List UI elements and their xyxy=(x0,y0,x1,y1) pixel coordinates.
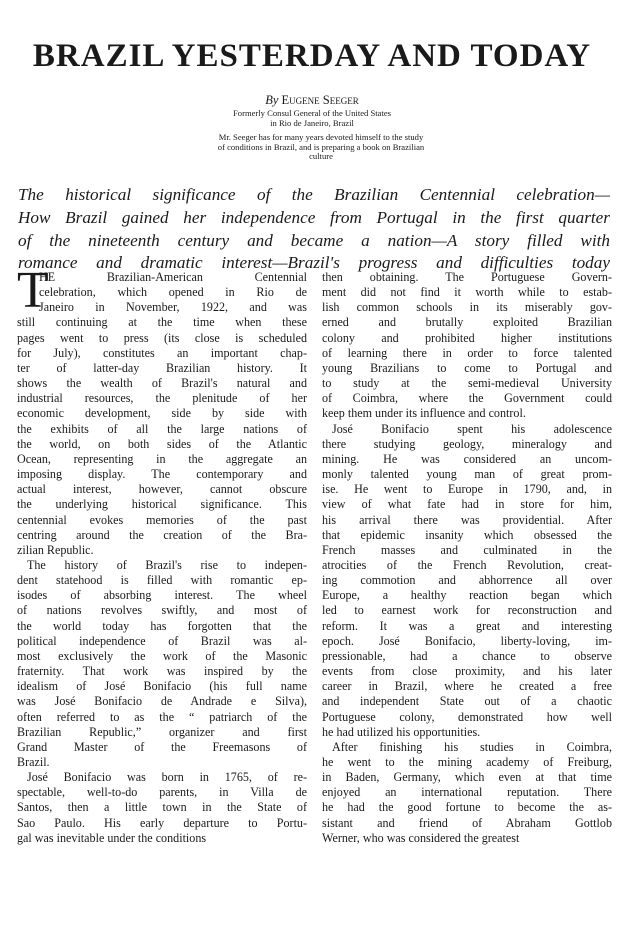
text-line: led to earnest work for reconstruction and xyxy=(322,603,612,618)
text-line: political independence of Brazil was al- xyxy=(17,633,307,648)
author-credential xyxy=(0,109,624,128)
text-line: the underlying historical significance. This xyxy=(17,497,307,512)
text-line: keep them under its influence and control. xyxy=(322,406,526,421)
text-line: for July), constitutes an important chap- xyxy=(17,345,307,360)
text-line: Brazil. xyxy=(17,755,50,769)
deck-line: romance and dramatic interest—Brazil's progress and difficulties today xyxy=(18,253,610,273)
note-line: culture xyxy=(309,151,333,162)
text-line: shows the wealth of Brazil's natural and xyxy=(17,376,307,391)
text-line: epoch. José Bonifacio, liberty-loving, im- xyxy=(322,633,612,648)
text-line: that epidemic insanity which obsessed the xyxy=(322,527,612,542)
text-line: gal was inevitable under the conditions xyxy=(17,830,207,845)
text-line: Ocean, representing in the aggregate an xyxy=(17,451,307,466)
text-line: young Brazilians to come to Portugal and xyxy=(322,360,612,375)
text-line: the world today has forgotten that the xyxy=(17,618,307,633)
text-line: to study at the semi-medieval University xyxy=(322,376,612,391)
text-line: and independent State out of a chaotic xyxy=(322,694,612,709)
text-line: sistant and friend of Abraham Gottlob xyxy=(322,815,612,830)
drop-cap: T xyxy=(17,262,49,319)
text-line: he had utilized his opportunities. xyxy=(322,724,481,739)
deck-line: How Brazil gained her independence from Portugal in the first quarter xyxy=(18,207,610,227)
author-note xyxy=(186,133,456,162)
text-line: erned and brutally exploited Brazilian xyxy=(322,315,612,330)
text-line: centring around the creation of the Bra- xyxy=(17,527,307,542)
text-line: career in Brazil, where he created a free xyxy=(322,679,612,694)
text-line: enjoyed an international reputation. There xyxy=(322,785,612,800)
text-line: Portuguese colony, demonstrated how well xyxy=(322,709,612,724)
text-line: view of what fate had in store for him, xyxy=(322,497,612,512)
text-line: economic development, side by side with xyxy=(17,406,307,421)
text-line: his arrival there was providential. After xyxy=(322,512,612,527)
text-line: atrocities of the French Revolution, creat- xyxy=(322,557,612,572)
text-line: The history of Brazil's rise to indepen- xyxy=(27,557,307,572)
text-line: he had the good fortune to become the as- xyxy=(322,800,612,815)
text-line: isodes of absorbing interest. The wheel xyxy=(17,588,307,603)
deck-line: The historical significance of the Brazilian Centennial celebration— xyxy=(18,185,610,204)
credential-line: Formerly Consul General of the United States xyxy=(233,108,391,118)
text-line: centennial evokes memories of the past xyxy=(17,512,307,527)
text-line: José Bonifacio spent his adolescence xyxy=(332,421,612,436)
text-line: Brazilian Republic,” organizer and first xyxy=(17,724,307,739)
text-line: often referred to as the “ patriarch of the xyxy=(17,709,307,724)
text-line: dent statehood is filled with romantic ep- xyxy=(17,573,307,588)
text-line: Janeiro in November, 1922, and was xyxy=(39,300,307,315)
text-line: HE Brazilian-American Centennial xyxy=(39,270,307,284)
text-line: idealism of José Bonifacio (his full name xyxy=(17,679,307,694)
text-line: in Baden, Germany, which even at that time xyxy=(322,770,612,785)
text-line: colony and prohibited higher institutions xyxy=(322,330,612,345)
deck-line: of the nineteenth century and became a nation—A story filled with xyxy=(18,230,610,250)
text-line: most exclusively the work of the Masonic xyxy=(17,648,307,663)
text-line: then obtaining. The Portuguese Govern- xyxy=(322,270,612,284)
text-line: of Coimbra, where the Government could xyxy=(322,391,612,406)
text-line: still continuing at the time when these xyxy=(17,315,307,330)
text-line: After finishing his studies in Coimbra, xyxy=(332,739,612,754)
text-line: events from close proximity, and his later xyxy=(322,664,612,679)
text-line: Werner, who was considered the greatest xyxy=(322,830,520,845)
text-line: spectable, well-to-do parents, in Villa de xyxy=(17,785,307,800)
text-line: ise. He went to Europe in 1790, and, in xyxy=(322,482,612,497)
text-line: celebration, which opened in Rio de xyxy=(39,285,307,300)
text-line: Europe, a healthy reaction began which xyxy=(322,588,612,603)
left-column xyxy=(17,262,307,846)
text-line: actual interest, however, cannot obscure xyxy=(17,482,307,497)
text-line: pages went to press (its close is scheduled xyxy=(17,330,307,345)
text-line: the exhibits of all the large nations of xyxy=(17,421,307,436)
text-line: ter of latter-day Brazilian history. It xyxy=(17,360,307,375)
text-line: mining. He was considered an uncom- xyxy=(322,451,612,466)
text-line: Grand Master of the Freemasons of xyxy=(17,739,307,754)
text-line: zilian Republic. xyxy=(17,542,94,557)
text-line: imposing display. The contemporary and xyxy=(17,467,307,482)
text-line: Sao Paulo. His early departure to Portu- xyxy=(17,815,307,830)
text-line: was José Bonifacio de Andrade e Silva), xyxy=(17,694,307,709)
credential-line: in Rio de Janeiro, Brazil xyxy=(270,117,354,128)
text-line: there studying geology, mineralogy and xyxy=(322,436,612,451)
note-line: of conditions in Brazil, and is preparing a book on Brazilian xyxy=(217,141,425,152)
article-deck xyxy=(18,184,610,275)
text-line: of nations revolves swiftly, and most of xyxy=(17,603,307,618)
text-line: ing commotion and abhorrence all over xyxy=(322,573,612,588)
text-line: of learning there in order to force talented xyxy=(322,345,612,360)
text-line: José Bonifacio was born in 1765, of re- xyxy=(27,770,307,785)
right-column xyxy=(322,270,612,846)
author-name: Eugene Seeger xyxy=(281,93,359,107)
text-line: pressionable, had a chance to observe xyxy=(322,648,612,663)
text-line: industrial resources, the plenitude of her xyxy=(17,391,307,406)
text-line: fraternity. That work was inspired by the xyxy=(17,664,307,679)
text-line: Santos, then a little town in the State of xyxy=(17,800,307,815)
note-line: Mr. Seeger has for many years devoted himself to the study xyxy=(218,132,424,142)
text-line: lish common schools in its miserably gov- xyxy=(322,300,612,315)
text-line: ment did not find it worth while to estab- xyxy=(322,285,612,300)
text-line: he went to the mining academy of Freiburg, xyxy=(322,755,612,769)
byline-prefix: By xyxy=(265,93,279,107)
text-line: reform. It was a great and interesting xyxy=(322,618,612,633)
article-title: BRAZIL YESTERDAY AND TODAY xyxy=(32,38,592,74)
text-line: the world, on both sides of the Atlantic xyxy=(17,436,307,451)
text-line: French masses and culminated in the xyxy=(322,542,612,557)
byline xyxy=(0,93,624,108)
text-line: monly talented young man of great prom- xyxy=(322,467,612,482)
